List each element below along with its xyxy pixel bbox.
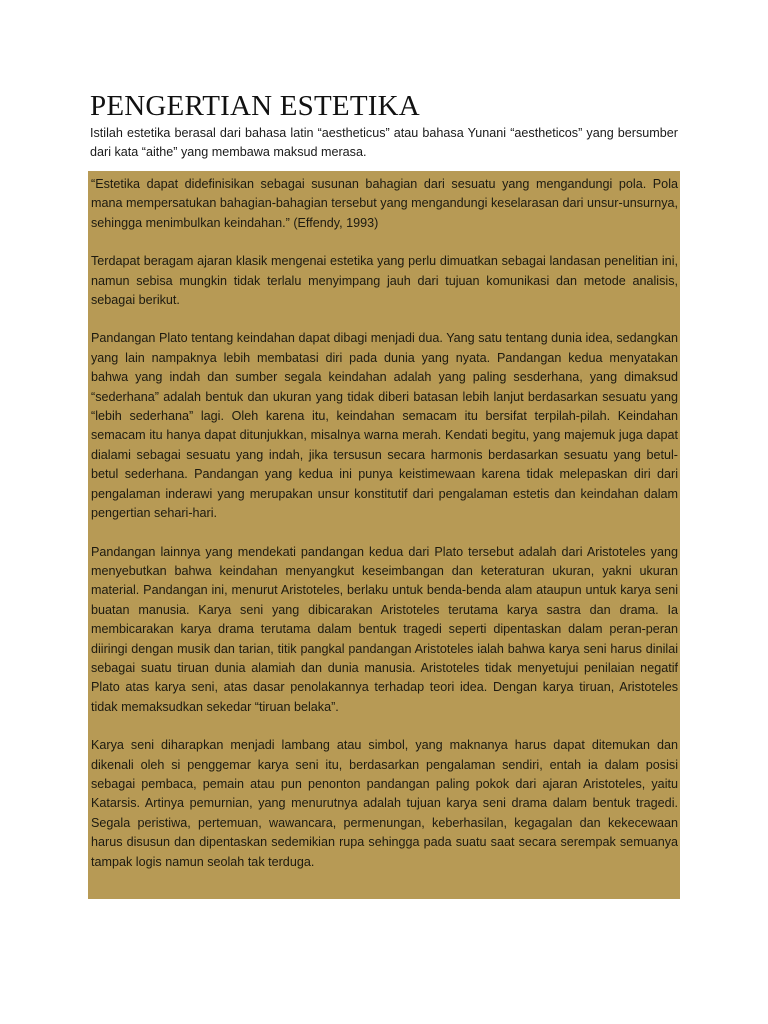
body-paragraph-1: “Estetika dapat didefinisikan sebagai susunan bahagian dari sesuatu yang mengandungi pola. Pola mana mempersatukan bahagian-bahagian tersebut yang mengandungi keselarasan dari unsur-unsurnya, sehingga menimbulkan keindahan.” (Effendy, 1993) xyxy=(91,177,678,230)
page-title: PENGERTIAN ESTETIKA xyxy=(90,90,420,122)
body-paragraph-2: Terdapat beragam ajaran klasik mengenai estetika yang perlu dimuatkan sebagai landasan penelitian ini, namun sebisa mungkin tidak terlalu menyimpang jauh dari tujuan komunikasi dan metode analisis, sebagai berikut. xyxy=(91,254,678,308)
body-paragraph-5: Karya seni diharapkan menjadi lambang atau simbol, yang maknanya harus dapat ditemukan dan dikenali oleh si penggemar karya seni itu, berdasarkan pengalaman sendiri, entah ia dalam posisi sebagai pembaca, pemain atau pun penonton pandangan paling pokok dari ajaran Aristoteles, yaitu Katarsis. Artinya pemurnian, yang menurutnya adalah tujuan karya seni drama dalam bentuk tragedi. Segala peristiwa, pertemuan, wawancara, permenungan, keberhasilan, kegagalan dan kekecewaan harus disusun dan dipentaskan sedemikian rupa sehingga pada suatu saat secara serempak semuanya tampak logis namun seolah tak terduga. xyxy=(91,738,678,869)
body-paragraph-4: Pandangan lainnya yang mendekati pandangan kedua dari Plato tersebut adalah dari Aristoteles yang menyebutkan bahwa keindahan menyangkut keseimbangan dan keteraturan ukuran, yakni ukuran material. Pandangan ini, menurut Aristoteles, berlaku untuk benda-benda alam ataupun untuk karya seni buatan manusia. Karya seni yang dibicarakan Aristoteles terutama karya sastra dan drama. Ia membicarakan karya drama terutama dalam bentuk tragedi seperti dipentaskan dalam peran-peran diiringi dengan musik dan tarian, titik pangkal pandangan Aristoteles ialah bahwa karya seni harus dinilai sebagai suatu tiruan dunia alamiah dan dunia manusia. Aristoteles tidak menyetujui penilaian negatif Plato atas karya seni, atas dasar penolakannya terhadap teori idea. Dengan karya tiruan, Aristoteles tidak memaksudkan sekedar “tiruan belaka”. xyxy=(91,544,678,714)
highlighted-text-box xyxy=(88,171,680,899)
intro-paragraph: Istilah estetika berasal dari bahasa latin “aestheticus” atau bahasa Yunani “aestheticos” yang bersumber dari kata “aithe” yang membawa maksud merasa. xyxy=(90,126,678,159)
body-paragraph-3: Pandangan Plato tentang keindahan dapat dibagi menjadi dua. Yang satu tentang dunia idea, sedangkan yang lain nampaknya lebih membatasi diri pada dunia yang nyata. Pandangan kedua menyatakan bahwa yang indah dan sumber segala keindahan adalah yang paling sesderhana, yang dimaksud “sederhana” adalah bentuk dan ukuran yang tidak diberi batasan lebih lanjut berdasarkan sesuatu yang “lebih sederhana” lagi. Oleh karena itu, keindahan semacam itu bersifat terpilah-pilah. Keindahan semacam itu hanya dapat ditunjukkan, misalnya warna merah. Kendati begitu, yang majemuk juga dapat dialami sebagai sesuatu yang indah, jika tersusun secara harmonis berdasarkan sesuatu yang betul-betul sederhana. Pandangan yang kedua ini punya keistimewaan karena tidak melepaskan diri dari pengalaman inderawi yang merupakan unsur konstitutif dari pengalaman estetis dan keindahan dalam pengertian sehari-hari. xyxy=(91,331,678,521)
